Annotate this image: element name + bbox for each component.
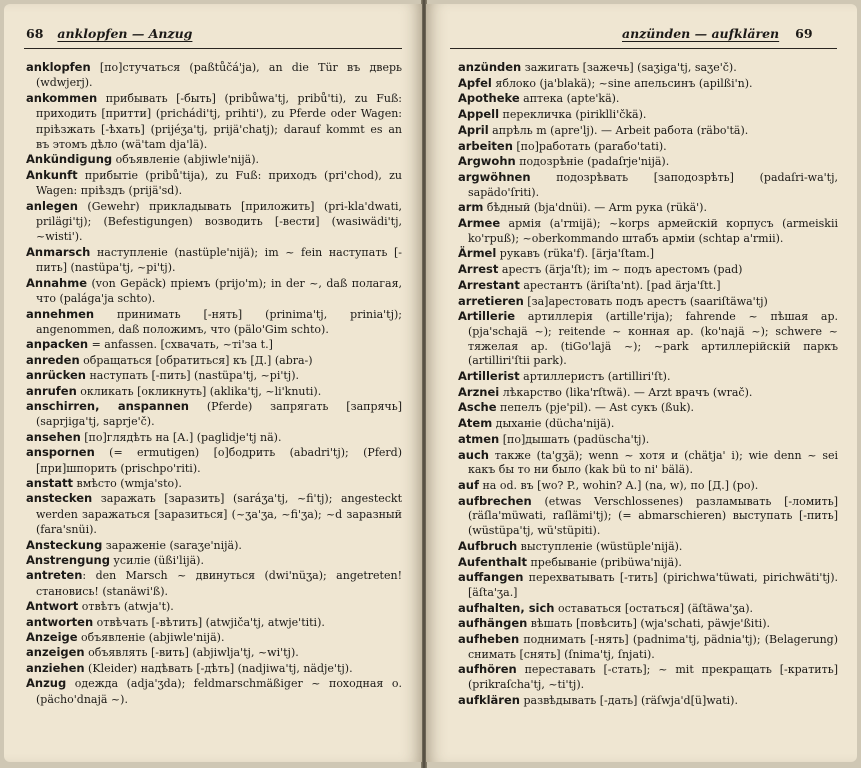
entry-definition: зараженіе (saraʒe'nijä). xyxy=(102,538,242,552)
headword: Apotheke xyxy=(458,91,520,106)
entry-definition: [по]работать (paraбo'tati). xyxy=(512,139,667,153)
entry-definition: окликать [окликнуть] (aklika'tj, ~li'knuti). xyxy=(76,384,322,398)
dictionary-entry xyxy=(458,385,838,401)
dictionary-entry xyxy=(458,555,838,571)
headword: ankommen xyxy=(26,90,98,105)
dictionary-entry xyxy=(26,645,402,660)
page-number: 68 xyxy=(26,26,44,41)
entry-definition: переставать [-стать]; ~ mit прекращать [-кратить] (prikraſcha'tj, ~ti'tj). xyxy=(468,663,838,692)
dictionary-entry xyxy=(26,368,402,383)
entry-definition: перекличка (piriklli'čkä). xyxy=(499,108,647,122)
dictionary-entry xyxy=(458,432,838,448)
entry-definition: [по]дышать (padüscha'tj). xyxy=(499,432,650,446)
dictionary-entry xyxy=(458,309,838,369)
dictionary-entry xyxy=(26,307,402,338)
entry-definition: : den Marsch ~ двинуться (dwi'nüʒa); angetreten! становись! (stanäwi'ß). xyxy=(36,569,402,598)
dictionary-entry xyxy=(458,448,838,478)
dictionary-entry xyxy=(26,661,402,676)
dictionary-entry xyxy=(26,568,402,599)
headword: Antwort xyxy=(26,599,79,614)
headword: auch xyxy=(458,447,489,462)
headword: anzeigen xyxy=(26,645,85,660)
headword: annehmen xyxy=(26,306,95,321)
dictionary-entry xyxy=(26,476,402,491)
dictionary-entry xyxy=(458,478,838,494)
dictionary-entry xyxy=(26,399,402,430)
dictionary-entry xyxy=(458,632,838,662)
headword: Arrestant xyxy=(458,277,520,292)
entry-definition: пребываніе (pribüwa'nijä). xyxy=(526,555,682,569)
entry-definition: (= ermutigen) [о]бодрить (abadri'tj); (Pferd) [при]шпорить (prischpo'riti). xyxy=(36,446,402,475)
headword: ansehen xyxy=(26,429,81,444)
entry-definition: артиллерія (artille'rija); fahrende ~ пѣшая ар. (pja'schajä ~); reitende ~ конная ар. (ko'najä ~); schwere ~ тяжелая ар. (tiGo'lajä ~); ~park артиллерійскій паркъ (artilliri'ſtii park). xyxy=(468,310,838,368)
left-page-header xyxy=(26,26,400,41)
entry-definition: бѣдный (bja'dnüi). — Arm рука (rükä'). xyxy=(483,201,707,215)
headword: Anmarsch xyxy=(26,244,91,259)
entry-definition: пепелъ (pje'pil). — Ast сукъ (ßuk). xyxy=(496,401,695,415)
running-head: anzünden — aufklären xyxy=(622,26,780,41)
dictionary-entry xyxy=(458,662,838,692)
dictionary-entry xyxy=(458,123,838,139)
entry-definition: аптека (apte'kä). xyxy=(519,92,620,106)
headword: Artillerie xyxy=(458,309,516,324)
entry-definition: вѣшать [повѣсить] (wja'schati, päwje'ßiti). xyxy=(527,617,771,631)
dictionary-entry xyxy=(458,693,838,709)
dictionary-entry xyxy=(26,152,402,167)
headword: aufbrechen xyxy=(458,493,532,508)
entry-definition: арестантъ (äriſta'nt). [pad ärja'ſtt.] xyxy=(519,278,721,292)
headword: anklopfen xyxy=(26,60,91,74)
headword: aufhören xyxy=(458,662,517,677)
dictionary-entry xyxy=(458,170,838,200)
dictionary-entry xyxy=(26,630,402,645)
headword: aufhängen xyxy=(458,616,528,631)
headword: anspornen xyxy=(26,445,95,460)
entry-definition: также (ta'gʒä); wenn ~ хотя и (chätja' i); wie denn ~ sei какъ бы то ни было (kak bü to ni' bälä). xyxy=(468,448,838,477)
entry-definition: рукавъ (rüka'f). [ärja'ſtam.] xyxy=(496,247,655,261)
entry-definition: прибывать [-быть] (pribůwa'tj, pribů'ti), zu Fuß: приходить [притти] (prichádi'tj, prihti'), zu Pferde oder Wagen: пріѣзжать [-ѣхать] (prijéʒa'tj, prijä'chatj); darauf kommt es an въ этомъ дѣло (wä'tam dja'lä). xyxy=(36,91,402,152)
dictionary-entry xyxy=(26,384,402,399)
dictionary-entry xyxy=(458,139,838,155)
entry-definition: одежда (adja'ʒda); feldmarschmäßiger ~ походная о. (pächo'dnajä ~). xyxy=(36,677,402,706)
dictionary-entry xyxy=(458,539,838,555)
dictionary-entry xyxy=(458,570,838,600)
headword: arbeiten xyxy=(458,138,513,153)
dictionary-entry xyxy=(458,400,838,416)
running-head: anklopfen — Anzug xyxy=(57,26,193,41)
entry-definition: обращаться [обратиться] къ [Д.] (abra-) xyxy=(79,353,313,367)
headword: anpacken xyxy=(26,337,89,352)
headword: arretieren xyxy=(458,293,524,308)
entry-definition: (Pferde) запрягать [запрячь] (saprjiga'tj, saprje'č). xyxy=(36,399,402,429)
entry-definition: армія (a'rmijä); ~korps армейскій корпусъ (armeiskii ko'rpuß); ~oberkommando штабъ арміи (schtap a'rmii). xyxy=(468,217,838,245)
headword: auf xyxy=(458,477,479,492)
headword: aufheben xyxy=(458,632,520,647)
headword: auffangen xyxy=(458,570,524,585)
right-page xyxy=(426,4,857,762)
entry-definition: [за]арестовать подъ арестъ (saariſtäwa'tj) xyxy=(523,294,768,308)
dictionary-entry xyxy=(458,616,838,632)
headword: Appell xyxy=(458,107,500,122)
dictionary-entry xyxy=(458,60,838,76)
headword: antworten xyxy=(26,614,94,629)
entry-definition: развѣдывать [-дать] (räſwja'd[ü]wati). xyxy=(519,693,738,707)
entry-definition: объявленіе (abjiwle'nijä). xyxy=(77,631,225,645)
headword: antreten xyxy=(26,568,83,583)
dictionary-entry xyxy=(458,294,838,310)
dictionary-entry xyxy=(458,76,838,92)
headword: anschirren, anspannen xyxy=(26,398,189,413)
dictionary-entry xyxy=(26,276,402,307)
entry-definition: оставаться [остаться] (äſtäwa'ʒa). xyxy=(554,601,753,615)
entry-definition: усиліе (üßi'lijä). xyxy=(109,554,204,567)
dictionary-entries xyxy=(26,60,402,707)
headword: Anzug xyxy=(26,676,67,691)
headword: Arrest xyxy=(458,262,499,277)
headword: anlegen xyxy=(26,198,78,213)
entry-definition: арестъ (ärja'ſt); im ~ подъ арестомъ (pad) xyxy=(498,263,743,277)
entry-definition: дыханіе (dücha'nijä). xyxy=(492,417,615,431)
header-rule xyxy=(450,48,837,49)
entry-definition: наступленіе (nastüple'nijä); im ~ fein наступать [-пить] (nastüpa'tj, ~pi'tj). xyxy=(36,245,402,275)
left-page xyxy=(4,4,422,762)
dictionary-entry xyxy=(26,445,402,476)
dictionary-entry xyxy=(26,430,402,445)
headword: Arznei xyxy=(458,384,500,399)
dictionary-entry xyxy=(458,494,838,539)
headword: Argwohn xyxy=(458,154,516,169)
headword: anreden xyxy=(26,352,80,367)
headword: Atem xyxy=(458,416,493,431)
right-page-header xyxy=(486,26,833,41)
dictionary-entry xyxy=(458,200,838,216)
headword: aufklären xyxy=(458,692,520,707)
entry-definition: выступленіе (wüstüple'nijä). xyxy=(517,539,683,553)
headword: anstecken xyxy=(26,491,93,506)
entry-definition: апрѣль m (apre'lj). — Arbeit работа (räbo'tä). xyxy=(488,123,749,137)
dictionary-entry xyxy=(458,369,838,385)
dictionary-entry xyxy=(26,353,402,368)
dictionary-entry xyxy=(458,216,838,246)
entry-definition: вмѣсто (wmja'sto). xyxy=(73,476,182,490)
headword: Aufbruch xyxy=(458,538,518,553)
headword: anstatt xyxy=(26,475,74,490)
headword: Anstrengung xyxy=(26,553,110,567)
entry-definition: зажигать [зажечь] (saʒiga'tj, saʒe'č). xyxy=(521,61,737,74)
entry-definition: лѣкарство (lika'rſtwä). — Arzt врачъ (wrač). xyxy=(499,385,753,399)
entry-definition: отвѣчать [-вѣтить] (atwjiča'tj, atwje'titi). xyxy=(93,615,325,629)
entry-definition: принимать [-нять] (prinima'tj, prinia'tj); angenommen, daß положимъ, что (pälo'Gim schto). xyxy=(36,307,402,336)
headword: Ankündigung xyxy=(26,152,113,167)
header-rule xyxy=(24,48,402,49)
entry-definition: артиллеристъ (artilliri'ſt). xyxy=(519,370,671,384)
entry-definition: подозрѣніе (padaſrje'nijä). xyxy=(515,155,670,169)
entry-definition: = anfassen. [схвачать, ~ті'за t.] xyxy=(88,338,273,352)
entry-definition: (von Gepäck) пріемъ (prijo'm); in der ~, daß полагая, что (palága'ja schto). xyxy=(36,276,402,306)
dictionary-entry xyxy=(26,491,402,537)
headword: aufhalten, sich xyxy=(458,600,555,615)
headword: Anzeige xyxy=(26,630,78,645)
entry-definition: наступать [-пить] (nastüpa'tj, ~pi'tj). xyxy=(85,369,300,383)
entry-definition: подозрѣвать [заподозрѣть] (padaſri-wa'tj, sapädo'ſriti). xyxy=(468,170,838,199)
entry-definition: заражать [заразить] (saráʒa'tj, ~fi'tj); angesteckt werden заражаться [заразиться] (~ʒa'ʒa, ~fi'ʒa); ~d заразный (fara'snüi). xyxy=(36,492,402,537)
entry-definition: поднимать [-нять] (padnima'tj, pädnia'tj); (Belagerung) снимать [снять] (ſnima'tj, ſnjati). xyxy=(468,633,838,661)
headword: April xyxy=(458,122,489,137)
entry-definition: (Kleider) надѣвать [-дѣть] (nadjiwa'tj, nädje'tj). xyxy=(84,661,353,675)
headword: Aufenthalt xyxy=(458,554,527,569)
entry-definition: [по]глядѣть на [А.] (paglidje'tj nä). xyxy=(80,430,282,444)
dictionary-entry xyxy=(26,60,402,91)
entry-definition: (Gewehr) прикладывать [приложить] (pri-kla'dwati, prilägi'tj); (Befestigungen) возводить [-вести] (wasiwädi'tj, ~wisti'). xyxy=(36,199,402,244)
dictionary-entry xyxy=(26,337,402,352)
headword: anrücken xyxy=(26,368,86,383)
entry-definition: отвѣтъ (atwja't). xyxy=(78,600,174,614)
dictionary-entry xyxy=(458,107,838,123)
headword: Annahme xyxy=(26,275,88,290)
dictionary-entry xyxy=(458,246,838,262)
dictionary-entry xyxy=(458,262,838,278)
headword: Ankunft xyxy=(26,167,78,182)
dictionary-entry xyxy=(458,91,838,107)
entry-definition: прибытіе (pribů'tija), zu Fuß: приходъ (pri'chod), zu Wagen: пріѣздъ (prijä'sd). xyxy=(36,168,402,198)
dictionary-entry xyxy=(26,553,402,568)
entry-definition: на od. въ [wo? P., wohin? A.] (na, w), по [Д.] (po). xyxy=(478,478,759,492)
entry-definition: объявлять [-вить] (abjiwlja'tj, ~wi'tj). xyxy=(84,646,299,660)
headword: argwöhnen xyxy=(458,169,531,184)
headword: anziehen xyxy=(26,660,85,675)
dictionary-entry xyxy=(26,91,402,153)
headword: anzünden xyxy=(458,60,522,74)
headword: Apfel xyxy=(458,75,492,90)
headword: atmen xyxy=(458,431,500,446)
dictionary-entries xyxy=(458,60,838,709)
dictionary-entry xyxy=(26,168,402,199)
entry-definition: объявленіе (abjiwle'nijä). xyxy=(112,153,259,167)
dictionary-entry xyxy=(26,199,402,245)
dictionary-entry xyxy=(458,601,838,617)
headword: Ansteckung xyxy=(26,537,103,552)
entry-definition: перехватывать [-тить] (pirichwa'tüwati, pirichwäti'tj). [äſta'ʒa.] xyxy=(468,571,838,599)
dictionary-entry xyxy=(26,615,402,630)
dictionary-entry xyxy=(458,416,838,432)
headword: Armee xyxy=(458,216,501,231)
dictionary-entry xyxy=(458,278,838,294)
headword: Ärmel xyxy=(458,246,497,261)
dictionary-entry xyxy=(458,154,838,170)
headword: arm xyxy=(458,200,484,215)
dictionary-entry xyxy=(26,538,402,553)
headword: anrufen xyxy=(26,383,77,398)
entry-definition: [по]стучаться (paßtůčá'ja), an die Tür въ дверь (wdwjerj). xyxy=(36,61,402,90)
entry-definition: (etwas Verschlossenes) разламывать [-ломить] (räſla'müwati, raſlämi'tj); (= abmarschieren) выступать [-пить] (wüstüpa'tj, wü'stüpiti). xyxy=(468,494,838,538)
dictionary-entry xyxy=(26,245,402,276)
dictionary-entry xyxy=(26,599,402,614)
headword: Asche xyxy=(458,400,497,415)
entry-definition: яблоко (ja'blakä); ~sine апельсинъ (apilßi'n). xyxy=(491,76,753,90)
dictionary-entry xyxy=(26,676,402,707)
headword: Artillerist xyxy=(458,369,520,384)
page-number: 69 xyxy=(795,26,813,41)
